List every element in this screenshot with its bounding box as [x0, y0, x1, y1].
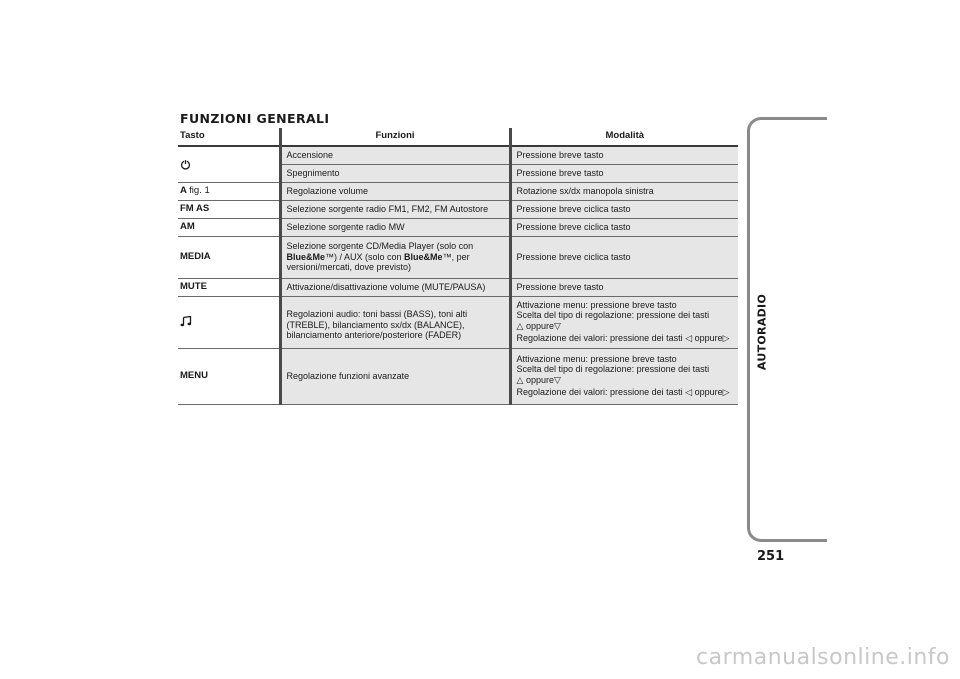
key-audio — [178, 296, 280, 348]
function-cell: Regolazione volume — [280, 182, 510, 200]
table-row — [178, 182, 738, 200]
key-volume — [178, 182, 280, 200]
triangle-right-icon: ▷ — [722, 387, 730, 398]
function-cell: Regolazione funzioni avanzate — [280, 348, 510, 404]
mode-line: Scelta del tipo di regolazione: pressione dei tasti — [516, 364, 710, 375]
functions-table — [178, 128, 738, 405]
table-row — [178, 146, 738, 164]
triangle-up-icon: △ — [516, 376, 524, 386]
mode-line — [517, 321, 734, 333]
header-key: Tasto — [178, 128, 280, 146]
brand-name: Blue&Me — [286, 251, 326, 262]
function-cell: Attivazione/disattivazione volume (MUTE/PAUSA) — [280, 278, 510, 296]
function-text: Selezione sorgente CD/Media Player (solo con — [286, 241, 474, 252]
brand-name: Blue&Me — [404, 251, 443, 262]
key-mute: MUTE — [178, 278, 280, 296]
function-cell: Selezione sorgente radio FM1, FM2, FM Autostore — [280, 200, 510, 218]
mode-text: oppure — [694, 332, 723, 343]
key-label: A — [180, 185, 187, 197]
header-function: Funzioni — [280, 128, 510, 146]
mode-cell — [510, 348, 738, 404]
mode-cell: Rotazione sx/dx manopola sinistra — [510, 182, 738, 200]
table-row — [178, 236, 738, 278]
mode-cell: Pressione breve tasto — [510, 278, 738, 296]
mode-line — [517, 333, 734, 345]
mode-cell: Pressione breve ciclica tasto — [510, 218, 738, 236]
triangle-right-icon: ▷ — [722, 333, 730, 344]
mode-cell — [510, 296, 738, 348]
mode-line — [517, 387, 734, 399]
mode-text: oppure — [694, 386, 723, 397]
function-text: ™) / AUX (solo con — [325, 251, 405, 262]
function-cell: Regolazioni audio: toni bassi (BASS), toni alti (TREBLE), bilanciamento sx/dx (BALANCE), bilanciamento anteriore/posteriore (FADER) — [280, 296, 510, 348]
header-mode: Modalità — [510, 128, 738, 146]
key-am: AM — [178, 218, 280, 236]
mode-text: Regolazione dei valori: pressione dei tasti — [516, 332, 683, 343]
section-title: FUNZIONI GENERALI — [180, 111, 330, 126]
function-cell: Spegnimento — [280, 164, 510, 182]
mode-text: Regolazione dei valori: pressione dei tasti — [516, 386, 683, 397]
table-header-row — [178, 128, 738, 146]
function-text: ™, per versioni/mercati, dove previsto) — [286, 251, 470, 273]
mode-line: Attivazione menu: pressione breve tasto — [516, 353, 677, 364]
watermark: carmanualsonline.info — [696, 645, 950, 670]
key-media: MEDIA — [178, 236, 280, 278]
triangle-down-icon: ▽ — [553, 376, 561, 386]
music-note-icon — [180, 316, 192, 327]
key-fm-as: FM AS — [178, 200, 280, 218]
figure-reference: fig. 1 — [189, 185, 210, 197]
mode-cell: Pressione breve ciclica tasto — [510, 200, 738, 218]
mode-text: oppure — [525, 375, 554, 385]
mode-cell: Pressione breve tasto — [510, 146, 738, 164]
key-menu: MENU — [178, 348, 280, 404]
key-power — [178, 146, 280, 182]
power-icon — [180, 159, 191, 170]
table-row — [178, 218, 738, 236]
mode-cell: Pressione breve ciclica tasto — [510, 236, 738, 278]
mode-line: Scelta del tipo di regolazione: pressione dei tasti — [516, 310, 710, 321]
mode-line — [517, 375, 734, 387]
function-cell: Selezione sorgente radio MW — [280, 218, 510, 236]
mode-line: Attivazione menu: pressione breve tasto — [516, 299, 677, 310]
chapter-label: AUTORADIO — [755, 293, 769, 371]
triangle-left-icon: ◁ — [685, 333, 693, 344]
table-row — [178, 278, 738, 296]
table-row — [178, 200, 738, 218]
mode-cell: Pressione breve tasto — [510, 164, 738, 182]
triangle-left-icon: ◁ — [685, 387, 693, 398]
table-row — [178, 348, 738, 404]
function-cell — [280, 236, 510, 278]
function-cell: Accensione — [280, 146, 510, 164]
triangle-down-icon: ▽ — [553, 322, 561, 332]
mode-text: oppure — [525, 321, 554, 331]
page-number: 251 — [757, 549, 785, 564]
table-row — [178, 296, 738, 348]
triangle-up-icon: △ — [516, 322, 524, 332]
